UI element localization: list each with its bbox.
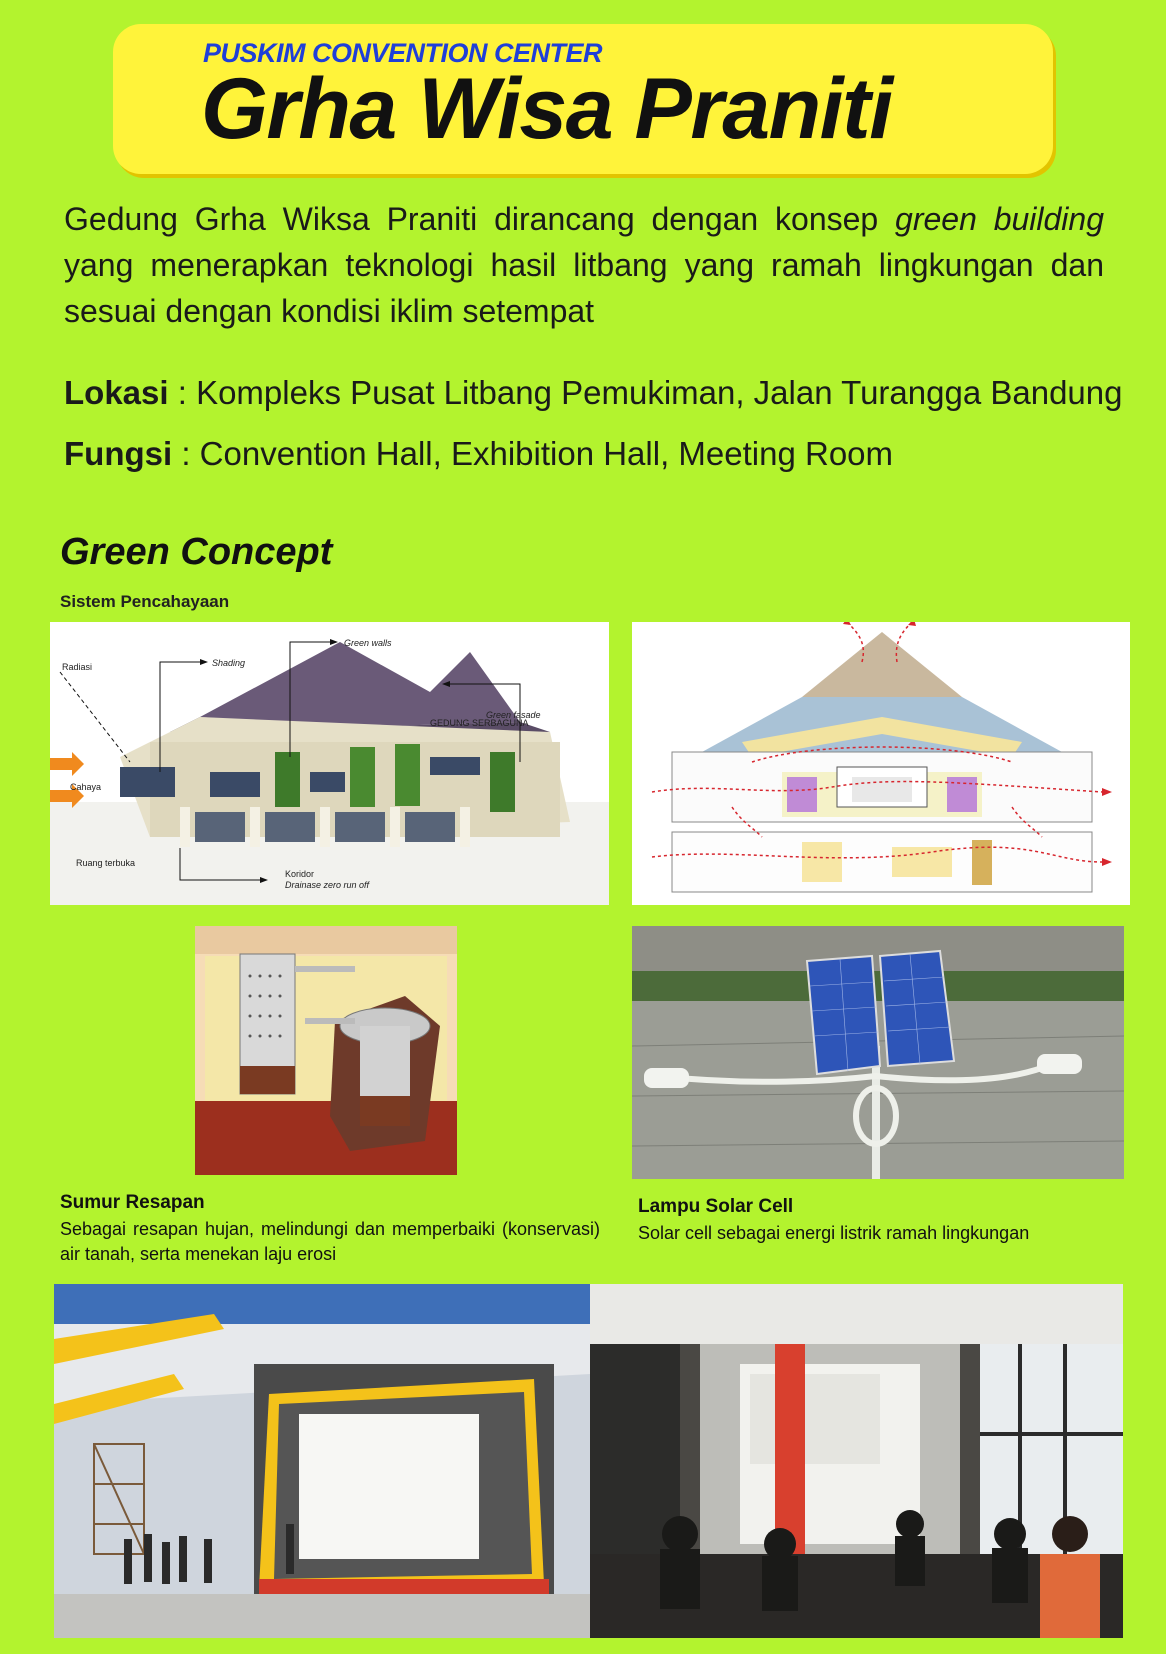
convention-hall-photo	[54, 1284, 590, 1638]
banner-subtitle: PUSKIM CONVENTION CENTER	[203, 38, 603, 68]
sumur-resapan-title: Sumur Resapan	[60, 1192, 205, 1213]
label-ruang-terbuka: Ruang terbuka	[76, 858, 136, 868]
info-lokasi	[64, 374, 1122, 412]
building-sign-text: GEDUNG SERBAGUNA	[430, 718, 529, 728]
intro-paragraph	[64, 196, 1104, 334]
green-concept-heading: Green Concept	[60, 531, 333, 573]
banner-title: Grha Wisa Praniti	[201, 61, 892, 157]
label-koridor: Koridor	[285, 869, 315, 879]
label-radiasi: Radiasi	[62, 662, 93, 672]
intro-text-end: yang menerapkan teknologi hasil litbang yang ramah lingkungan dan sesuai dengan kondisi iklim setempat	[64, 247, 1104, 329]
info-fungsi	[64, 435, 893, 473]
lokasi-value: Kompleks Pusat Litbang Pemukiman, Jalan Turangga Bandung	[196, 374, 1123, 411]
intro-emphasis: green building	[895, 201, 1104, 237]
meeting-room-photo	[590, 1284, 1123, 1638]
label-cahaya: Cahaya	[70, 782, 102, 792]
label-drainase: Drainase zero run off	[285, 880, 370, 890]
solar-cell-description: Solar cell sebagai energi listrik ramah lingkungan	[638, 1223, 1030, 1243]
fungsi-label: Fungsi	[64, 435, 173, 472]
lokasi-label: Lokasi	[64, 374, 169, 411]
label-shading: Shading	[212, 658, 246, 668]
solar-cell-title: Lampu Solar Cell	[638, 1196, 794, 1217]
airflow-section-diagram	[632, 622, 1130, 905]
building-diagram-image	[50, 622, 609, 905]
fungsi-separator: :	[172, 435, 200, 472]
sistem-pencahayaan-label: Sistem Pencahayaan	[60, 592, 230, 611]
lokasi-separator: :	[168, 374, 197, 411]
fungsi-value: Convention Hall, Exhibition Hall, Meeting Room	[199, 435, 894, 472]
label-green-fasade: Green fasade	[486, 710, 541, 720]
sumur-resapan-description: Sebagai resapan hujan, melindungi dan memperbaiki (konservasi) air tanah, serta menekan laju erosi	[60, 1219, 600, 1264]
title-banner	[113, 24, 1053, 174]
label-green-walls: Green walls	[344, 638, 392, 648]
solar-cell-lamp-image	[632, 926, 1124, 1179]
sumur-resapan-image	[195, 926, 457, 1175]
intro-text-start: Gedung Grha Wiksa Praniti dirancang dengan konsep	[64, 201, 896, 237]
